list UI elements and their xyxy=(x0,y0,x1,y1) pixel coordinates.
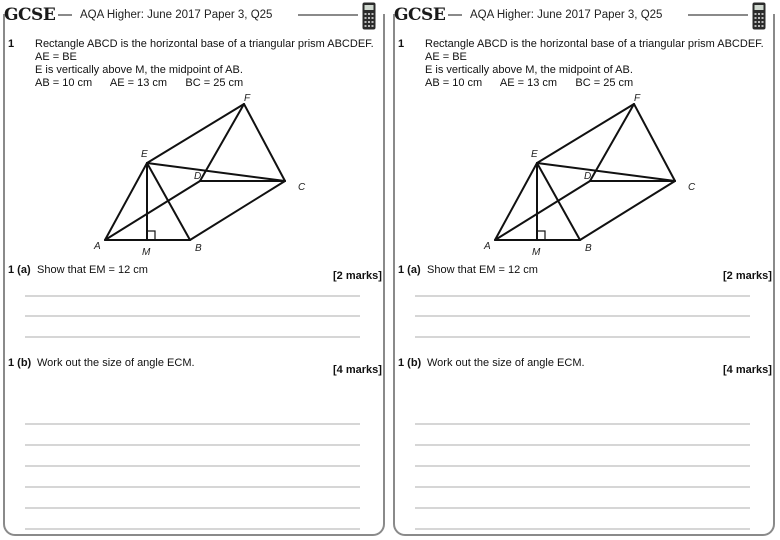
stem-line: AE = BE xyxy=(425,51,467,63)
worksheet-panel-right xyxy=(390,0,780,540)
answer-line[interactable] xyxy=(25,528,360,530)
question-number: 1 xyxy=(398,38,405,50)
stem-line: Rectangle ABCD is the horizontal base of a triangular prism ABCDEF. xyxy=(425,38,764,50)
answer-line[interactable] xyxy=(25,444,360,446)
stem-line: AB = 10 cm AE = 13 cm BC = 25 cm xyxy=(425,77,634,89)
answer-line[interactable] xyxy=(25,465,360,467)
answer-line[interactable] xyxy=(415,336,750,338)
vertex-label-f: F xyxy=(634,93,641,104)
prism-diagram xyxy=(0,90,390,260)
header-rule xyxy=(298,14,358,16)
vertex-label-c: C xyxy=(688,182,696,193)
answer-line[interactable] xyxy=(415,507,750,509)
answer-line[interactable] xyxy=(415,315,750,317)
answer-line[interactable] xyxy=(25,295,360,297)
part-b-label: 1 (b) xyxy=(8,357,32,369)
answer-line[interactable] xyxy=(415,486,750,488)
calculator-icon xyxy=(362,2,376,30)
edge-ef xyxy=(147,104,244,163)
edge-ec xyxy=(147,163,285,181)
stem-line: E is vertically above M, the midpoint of AB. xyxy=(425,64,633,76)
part-a-text: Show that EM = 12 cm xyxy=(37,264,148,276)
vertex-label-m: M xyxy=(532,247,541,258)
edge-fc xyxy=(244,104,285,181)
answer-line[interactable] xyxy=(415,465,750,467)
stem-line: AE = BE xyxy=(35,51,77,63)
answer-line[interactable] xyxy=(25,336,360,338)
edge-ec xyxy=(537,163,675,181)
part-b-label: 1 (b) xyxy=(398,357,422,369)
header-rule xyxy=(688,14,748,16)
gcse-logo: GCSE xyxy=(4,5,56,25)
question-stem xyxy=(35,38,374,90)
vertex-label-b: B xyxy=(195,243,202,254)
stem-line: E is vertically above M, the midpoint of AB. xyxy=(35,64,243,76)
part-b-text: Work out the size of angle ECM. xyxy=(427,357,585,369)
part-a-marks: [2 marks] xyxy=(723,270,772,282)
part-a-label: 1 (a) xyxy=(8,264,31,276)
answer-line[interactable] xyxy=(415,444,750,446)
vertex-label-m: M xyxy=(142,247,151,258)
vertex-label-f: F xyxy=(244,93,251,104)
edge-ae xyxy=(495,163,537,240)
edge-fc xyxy=(634,104,675,181)
edge-df xyxy=(200,104,244,181)
answer-line[interactable] xyxy=(415,423,750,425)
prism-diagram xyxy=(390,90,780,260)
part-b-text: Work out the size of angle ECM. xyxy=(37,357,195,369)
part-a-text: Show that EM = 12 cm xyxy=(427,264,538,276)
answer-line[interactable] xyxy=(415,295,750,297)
right-angle-marker xyxy=(537,231,545,240)
header-title: AQA Higher: June 2017 Paper 3, Q25 xyxy=(470,9,663,21)
edge-ef xyxy=(537,104,634,163)
header-title: AQA Higher: June 2017 Paper 3, Q25 xyxy=(80,9,273,21)
header-rule xyxy=(58,14,72,16)
answer-line[interactable] xyxy=(415,528,750,530)
right-angle-marker xyxy=(147,231,155,240)
vertex-label-d: D xyxy=(584,171,592,182)
answer-line[interactable] xyxy=(25,423,360,425)
vertex-label-a: A xyxy=(94,241,101,252)
part-b-marks: [4 marks] xyxy=(723,364,772,376)
answer-line[interactable] xyxy=(25,315,360,317)
stem-line: AB = 10 cm AE = 13 cm BC = 25 cm xyxy=(35,77,244,89)
calculator-icon xyxy=(752,2,766,30)
edge-ae xyxy=(105,163,147,240)
header-rule xyxy=(448,14,462,16)
vertex-label-d: D xyxy=(194,171,202,182)
answer-line[interactable] xyxy=(25,486,360,488)
edge-bc xyxy=(190,181,285,240)
gcse-logo: GCSE xyxy=(394,5,446,25)
vertex-label-a: A xyxy=(484,241,491,252)
vertex-label-e: E xyxy=(141,149,148,160)
edge-df xyxy=(590,104,634,181)
answer-line[interactable] xyxy=(25,507,360,509)
vertex-label-c: C xyxy=(298,182,306,193)
stem-line: Rectangle ABCD is the horizontal base of a triangular prism ABCDEF. xyxy=(35,38,374,50)
part-a-marks: [2 marks] xyxy=(333,270,382,282)
question-stem xyxy=(425,38,764,90)
part-b-marks: [4 marks] xyxy=(333,364,382,376)
question-number: 1 xyxy=(8,38,15,50)
edge-bc xyxy=(580,181,675,240)
vertex-label-e: E xyxy=(531,149,538,160)
part-a-label: 1 (a) xyxy=(398,264,421,276)
vertex-label-b: B xyxy=(585,243,592,254)
